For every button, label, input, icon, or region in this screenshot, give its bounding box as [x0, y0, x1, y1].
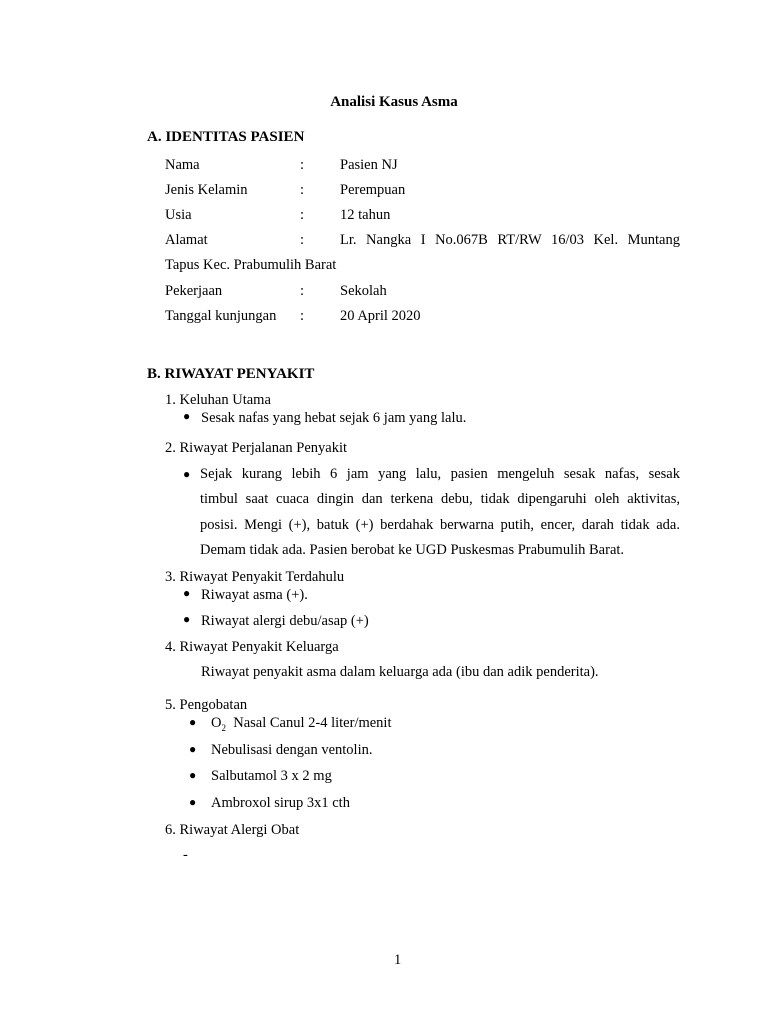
paragraph-line: Sejak kurang lebih 6 jam yang lalu, pasien mengeluh sesak nafas, sesak — [200, 466, 680, 482]
bullet-text: Ambroxol sirup 3x1 cth — [211, 795, 350, 811]
o2-symbol: O — [211, 715, 222, 731]
paragraph-line: Demam tidak ada. Pasien berobat ke UGD Puskesmas Prabumulih Barat. — [200, 541, 625, 558]
field-value-pekerjaan: Sekolah — [340, 283, 387, 299]
field-value-tanggal-kunjungan: 20 April 2020 — [340, 308, 421, 324]
field-value-usia: 12 tahun — [340, 207, 391, 223]
bullet-dot-icon: ● — [189, 795, 197, 809]
bullet-text: Riwayat asma (+). — [201, 587, 308, 603]
item-text-riwayat-alergi-obat: - — [183, 847, 188, 863]
field-value-nama: Pasien NJ — [340, 157, 398, 173]
paragraph-line: posisi. Mengi (+), batuk (+) berdahak berwarna putih, encer, darah tidak ada. — [200, 516, 680, 533]
bullet-text: Nebulisasi dengan ventolin. — [211, 742, 373, 758]
o2-text: Nasal Canul 2-4 liter/menit — [225, 715, 392, 731]
page-number: 1 — [394, 952, 402, 968]
field-separator: : — [300, 308, 305, 324]
bullet-dot-icon: ● — [183, 409, 191, 423]
bullet-text: Salbutamol 3 x 2 mg — [211, 768, 332, 784]
item-title-riwayat-terdahulu: 3. Riwayat Penyakit Terdahulu — [165, 569, 345, 585]
field-value-alamat: Lr. Nangka I No.067B RT/RW 16/03 Kel. Muntang — [340, 232, 680, 248]
bullet-dot-icon: ● — [183, 467, 191, 481]
field-separator: : — [300, 232, 305, 248]
bullet-dot-icon: ● — [189, 715, 197, 729]
item-title-riwayat-keluarga: 4. Riwayat Penyakit Keluarga — [165, 639, 339, 655]
paragraph-line: timbul saat cuaca dingin dan terkena debu, tidak dipengaruhi oleh aktivitas, — [200, 491, 680, 508]
section-a-heading: A. IDENTITAS PASIEN — [147, 129, 305, 145]
bullet-dot-icon: ● — [183, 586, 191, 600]
bullet-text: Sesak nafas yang hebat sejak 6 jam yang lalu. — [201, 410, 467, 426]
o2-subscript: 2 — [221, 722, 226, 733]
bullet-dot-icon: ● — [189, 768, 197, 782]
field-separator: : — [300, 283, 305, 299]
paragraph-perjalanan-penyakit — [200, 462, 680, 563]
item-title-riwayat-perjalanan: 2. Riwayat Perjalanan Penyakit — [165, 440, 348, 456]
field-label-jenis-kelamin: Jenis Kelamin — [165, 182, 248, 198]
field-separator: : — [300, 157, 305, 173]
field-label-usia: Usia — [165, 207, 192, 223]
field-separator: : — [300, 182, 305, 198]
document-title: Analisi Kasus Asma — [330, 94, 458, 110]
field-value-alamat-continuation: Tapus Kec. Prabumulih Barat — [165, 257, 337, 273]
bullet-text: Riwayat alergi debu/asap (+) — [201, 613, 369, 629]
item-text-riwayat-keluarga: Riwayat penyakit asma dalam keluarga ada (ibu dan adik penderita). — [201, 664, 599, 680]
section-b-heading: B. RIWAYAT PENYAKIT — [147, 366, 315, 382]
field-label-nama: Nama — [165, 157, 200, 173]
field-value-jenis-kelamin: Perempuan — [340, 182, 406, 198]
bullet-text-o2 — [211, 714, 392, 737]
field-label-pekerjaan: Pekerjaan — [165, 283, 223, 299]
item-title-riwayat-alergi-obat: 6. Riwayat Alergi Obat — [165, 822, 300, 838]
field-separator: : — [300, 207, 305, 223]
item-title-keluhan-utama: 1. Keluhan Utama — [165, 392, 271, 408]
item-title-pengobatan: 5. Pengobatan — [165, 697, 248, 713]
bullet-dot-icon: ● — [189, 742, 197, 756]
field-label-tanggal-kunjungan: Tanggal kunjungan — [165, 308, 277, 324]
field-label-alamat: Alamat — [165, 232, 208, 248]
bullet-dot-icon: ● — [183, 612, 191, 626]
